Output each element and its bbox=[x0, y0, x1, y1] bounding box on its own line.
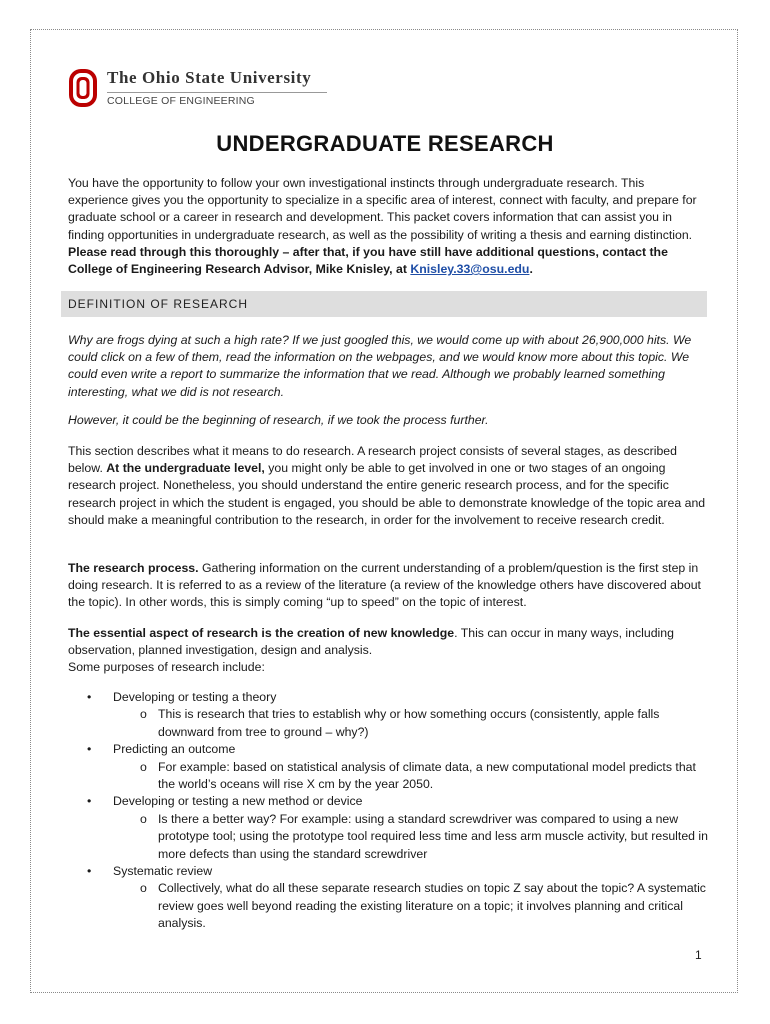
intro-text: You have the opportunity to follow your own investigational instincts through undergraduate research. This experience gives you the opportunity to specialize in a specific area of interest, connect with faculty, and prepare for graduate school or a career in research and development. This packet covers information that can assist you in finding opportunities in undergraduate research, as well as the possibility of writing a thesis and earning distinction. bbox=[68, 176, 697, 242]
circle-bullet-icon: o bbox=[140, 759, 147, 774]
university-name: The Ohio State University bbox=[107, 68, 312, 87]
list-item bbox=[68, 689, 708, 706]
sub-list-item bbox=[68, 880, 708, 932]
sub-list-item-text: For example: based on statistical analysis of climate data, a new computational model predicts that the world’s oceans will rise X cm by the year 2050. bbox=[158, 759, 696, 792]
logo-divider bbox=[107, 92, 327, 93]
describes-paragraph bbox=[68, 443, 706, 529]
essential-text: . This can occur in many ways, including observation, planned investigation, design and analysis. bbox=[68, 626, 674, 658]
bullet-icon: • bbox=[87, 864, 92, 879]
purposes-list bbox=[68, 689, 708, 933]
list-item bbox=[68, 741, 708, 758]
list-item bbox=[68, 863, 708, 880]
intro-paragraph bbox=[68, 175, 706, 278]
list-item bbox=[68, 793, 708, 810]
describes-text: This section describes what it means to do research. A research project consists of several stages, as described below. bbox=[68, 444, 677, 476]
purposes-intro: Some purposes of research include: bbox=[68, 660, 265, 675]
bullet-icon: • bbox=[87, 742, 92, 757]
college-name: COLLEGE OF ENGINEERING bbox=[107, 95, 255, 107]
list-item-label: Developing or testing a theory bbox=[113, 690, 277, 704]
sub-list-item-text: Is there a better way? For example: using a standard screwdriver was compared to using a new prototype tool; using the prototype tool required less time and less arm muscle activity, but resulted in more defects than using the standard screwdriver bbox=[158, 811, 708, 861]
circle-bullet-icon: o bbox=[140, 811, 147, 826]
describes-bold: At the undergraduate level, bbox=[106, 461, 265, 476]
essential-paragraph bbox=[68, 625, 706, 677]
list-item-label: Developing or testing a new method or device bbox=[113, 794, 363, 809]
circle-bullet-icon: o bbox=[140, 881, 147, 896]
circle-bullet-icon: o bbox=[140, 707, 147, 722]
advisor-email-link[interactable]: Knisley.33@osu.edu bbox=[410, 262, 530, 277]
document-page bbox=[30, 29, 738, 993]
process-text: Gathering information on the current understanding of a problem/question is the first step in doing research. It is referred to as a review of the literature (a review of the knowledge others have discovered about the topic). In other words, this is simply coming “up to speed” on the topic of interest. bbox=[68, 561, 701, 610]
essential-bold: The essential aspect of research is the creation of new knowledge bbox=[68, 626, 455, 640]
process-paragraph bbox=[68, 560, 706, 612]
page-title: UNDERGRADUATE RESEARCH bbox=[216, 131, 554, 156]
describes-text-cont: you might only be able to get involved in one or two stages of an ongoing research project. Nonetheless, you should understand the entire generic research process, and for the specific research project in which the student is engaged, you should be able to demonstrate knowledge of the topic area and should make a meaningful contribution to the research, in order for the involvement to receive research credit. bbox=[68, 461, 706, 527]
sub-list-item-text: This is research that tries to establish why or how something occurs (consistently, apple falls downward from tree to ground – why?) bbox=[158, 707, 660, 739]
process-bold: The research process. bbox=[68, 561, 199, 575]
section-heading: DEFINITION OF RESEARCH bbox=[61, 291, 707, 317]
sub-list-item-text: Collectively, what do all these separate research studies on topic Z say about the topic? A systematic review goes well beyond reading the existing literature on a topic; it involves planning and critical analysis. bbox=[158, 881, 706, 931]
list-item-label: Predicting an outcome bbox=[113, 742, 236, 757]
block-o-icon bbox=[68, 68, 98, 108]
sub-list-item bbox=[68, 759, 708, 794]
list-item-label: Systematic review bbox=[113, 864, 213, 879]
intro-bold-text: Please read through this thoroughly – after that, if you have still have additional questions, contact the College of Engineering Research Advisor, Mike Knisley, at bbox=[68, 244, 668, 277]
sub-list-item bbox=[68, 706, 708, 741]
bullet-icon: • bbox=[87, 690, 92, 704]
intro-end: . bbox=[529, 262, 533, 277]
bullet-icon: • bbox=[87, 794, 92, 809]
page-number: 1 bbox=[695, 948, 702, 962]
frogs-paragraph: Why are frogs dying at such a high rate? If we just googled this, we would come up with about 26,900,000 hits. We could click on a few of them, read the information on the webpages, and we would know more about this topic. We could even write a report to summarize the information that we read. Although we probably learned something interesting, what we did is not research. bbox=[68, 333, 692, 399]
however-paragraph: However, it could be the beginning of research, if we took the process further. bbox=[68, 413, 489, 427]
sub-list-item bbox=[68, 811, 708, 863]
